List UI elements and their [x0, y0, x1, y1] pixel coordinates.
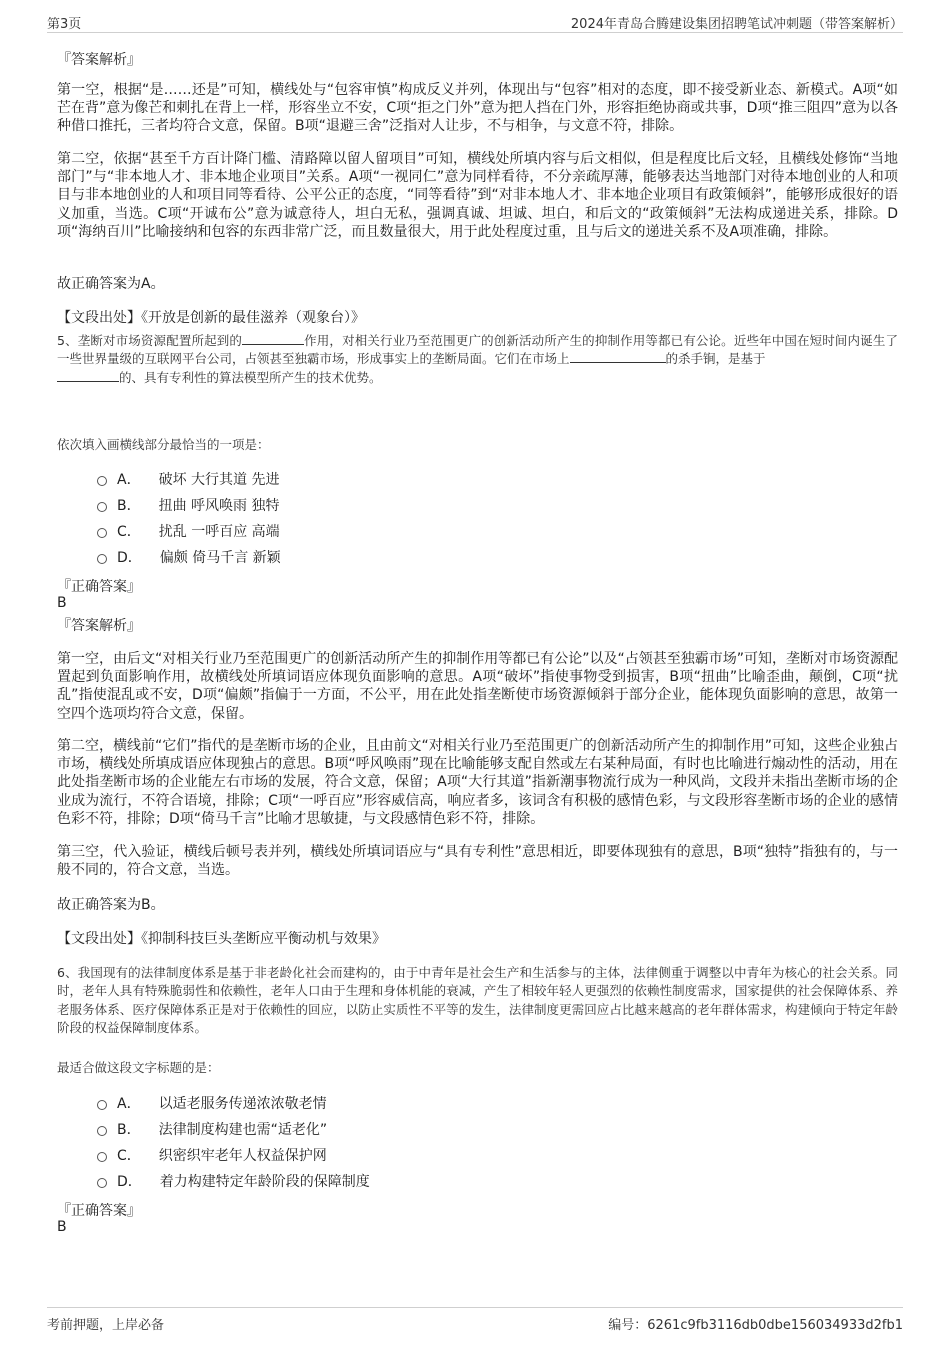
- q6-answer-label: 『正确答案』: [57, 1203, 141, 1219]
- radio-icon[interactable]: [97, 1126, 107, 1136]
- q5-analysis-p3: 第三空，代入验证，横线后顿号表并列，横线处所填词语应与“具有专利性”意思相近，即要体现独有的意思，B项“独特”指独有的，与一般不同的，符合文意，当选。: [57, 844, 898, 879]
- q5-analysis-p1: 第一空，由后文“对相关行业乃至范围更广的创新活动所产生的抑制作用等都已有公论”以及“占领甚至独霸市场”可知，垄断对市场资源配置起到负面影响作用，故横线处所填词语应体现负面影响的意思。A项“破坏”指使事物受到损害，B项“扭曲”比喻歪曲，颠倒，C项“扰乱”指使混乱或不安，D项“偏颇”指偏于一方面，不公平，用在此处指垄断使市场资源倾斜于部分企业，能体现负面影响的意思，故第一空四个选项均符合文意，保留。: [57, 651, 899, 722]
- q6-option-c[interactable]: C． 织密织牢老年人权益保护网: [97, 1145, 327, 1165]
- q5-answer: B: [57, 595, 67, 611]
- q5-blank-2: [570, 361, 666, 363]
- q4-conclusion: 故正确答案为A。: [57, 276, 165, 292]
- q5-ask: 依次填入画横线部分最恰当的一项是：: [57, 437, 270, 452]
- document-title: 2024年青岛合腾建设集团招聘笔试冲刺题（带答案解析）: [570, 17, 903, 32]
- q6-question-text: 6、我国现有的法律制度体系是基于非老龄化社会而建构的，由于中青年是社会生产和生活参与的主体，法律侧重于调整以中青年为核心的社会关系。同时，老年人具有特殊脆弱性和依赖性，老年人口由于生理和身体机能的衰减，产生了相较年轻人更强烈的依赖性制度需求，国家提供的社会保障体系、养老服务体系、医疗保障体系正是对于依赖性的回应，以防止实质性不平等的发生，法律制度更需回应占比越来越高的老年群体需求，构建倾向于特定年龄阶段的权益保障制度体系。: [57, 965, 898, 1035]
- q5-blank-3: [57, 380, 119, 382]
- q6-option-d[interactable]: D． 着力构建特定年龄阶段的保障制度: [97, 1171, 370, 1191]
- q5-analysis-p2: 第二空，横线前“它们”指代的是垄断市场的企业，且由前文“对相关行业乃至范围更广的创新活动所产生的抑制作用”可知，这些企业独占市场，横线处所填成语应体现独占的意思。B项“呼风唤雨”现在比喻能够支配自然或左右某种局面，有时也比喻进行煽动性的活动，用在此处指垄断市场的企业能左右市场的发展，符合文意，保留；A项“大行其道”指新潮事物流行成为一种风尚，文段并未指出垄断市场的企业成为流行，不符合语境，排除；C项“一呼百应”形容威信高，响应者多，该词含有积极的感情色彩，与文段形容垄断市场的企业的感情色彩不符，排除；D项“倚马千言”比喻才思敏捷，与文段感情色彩不符，排除。: [57, 738, 899, 827]
- footer-slogan: 考前押题，上岸必备: [47, 1318, 165, 1333]
- radio-icon[interactable]: [97, 476, 107, 486]
- q4-analysis-label: 『答案解析』: [57, 52, 141, 68]
- q5-analysis-label: 『答案解析』: [57, 618, 141, 634]
- radio-icon[interactable]: [97, 1152, 107, 1162]
- q5-source: 【文段出处】《抑制科技巨头垄断应平衡动机与效果》: [57, 931, 386, 947]
- page-header: [47, 10, 903, 33]
- q4-analysis-p1: 第一空，根据“是……还是”可知，横线处与“包容审慎”构成反义并列，体现出与“包容”相对的态度，即不接受新业态、新模式。A项“如芒在背”意为像芒和刺扎在背上一样，形容坐立不安，C项“拒之门外”意为把人挡在门外，形容拒绝协商或共事，D项“推三阻四”意为以各种借口推托，三者均符合文意，保留。B项“退避三舍”泛指对人让步，不与相争，与文意不符，排除。: [57, 82, 898, 135]
- radio-icon[interactable]: [97, 1178, 107, 1188]
- document-id: 编号：6261c9fb3116db0dbe156034933d2fb1: [608, 1318, 903, 1333]
- radio-icon[interactable]: [97, 1100, 107, 1110]
- radio-icon[interactable]: [97, 528, 107, 538]
- q6-option-a[interactable]: A． 以适老服务传递浓浓敬老情: [97, 1093, 327, 1113]
- q5-option-d[interactable]: D． 偏颇 倚马千言 新颖: [97, 547, 281, 567]
- page-number: 第3页: [47, 17, 82, 32]
- q4-source: 【文段出处】《开放是创新的最佳滋养（观象台）》: [57, 310, 365, 326]
- q5-option-b[interactable]: B． 扭曲 呼风唤雨 独特: [97, 495, 280, 515]
- q5-option-a[interactable]: A． 破坏 大行其道 先进: [97, 469, 279, 489]
- page-footer: [47, 1307, 903, 1338]
- q6-ask: 最适合做这段文字标题的是：: [57, 1060, 220, 1075]
- q6-option-b[interactable]: B． 法律制度构建也需“适老化”: [97, 1119, 327, 1139]
- q5-question-text: 5、垄断对市场资源配置所起到的 作用，对相关行业乃至范围更广的创新活动所产生的抑制作用等都已有公论。近些年中国在短时间内诞生了一些世界量级的互联网平台公司，占领甚至独霸市场，形成事实上的垄断局面。它们在市场上 的杀手锏，是基于 的、具有专利性的算法模型所产生的技术优势。: [57, 333, 898, 385]
- q4-analysis-p2: 第二空，依据“甚至千方百计降门槛、清路障以留人留项目”可知，横线处所填内容与后文相似，但是程度比后文轻，且横线处修饰“当地部门”与“非本地人才、非本地企业项目”关系。A项“一视同仁”意为同样看待，不分亲疏厚薄，能够表达当地部门对待本地创业的人和项目与非本地创业的人和项目同等看待、公平公正的态度，“同等看待”到“对非本地人才、非本地企业项目有政策倾斜”，能够形成很好的语义加重，当选。C项“开诚布公”意为诚意待人，坦白无私，强调真诚、坦诚、坦白，和后文的“政策倾斜”无法构成递进关系，排除。D项“海纳百川”比喻接纳和包容的东西非常广泛，而且数量很大，用于此处程度过重，且与后文的递进关系不及A项准确，排除。: [57, 151, 899, 240]
- q5-option-c[interactable]: C． 扰乱 一呼百应 高端: [97, 521, 280, 541]
- q6-answer: B: [57, 1219, 67, 1235]
- q5-conclusion: 故正确答案为B。: [57, 897, 165, 913]
- radio-icon[interactable]: [97, 502, 107, 512]
- q5-answer-label: 『正确答案』: [57, 579, 141, 595]
- q5-blank-1: [242, 343, 304, 345]
- radio-icon[interactable]: [97, 554, 107, 564]
